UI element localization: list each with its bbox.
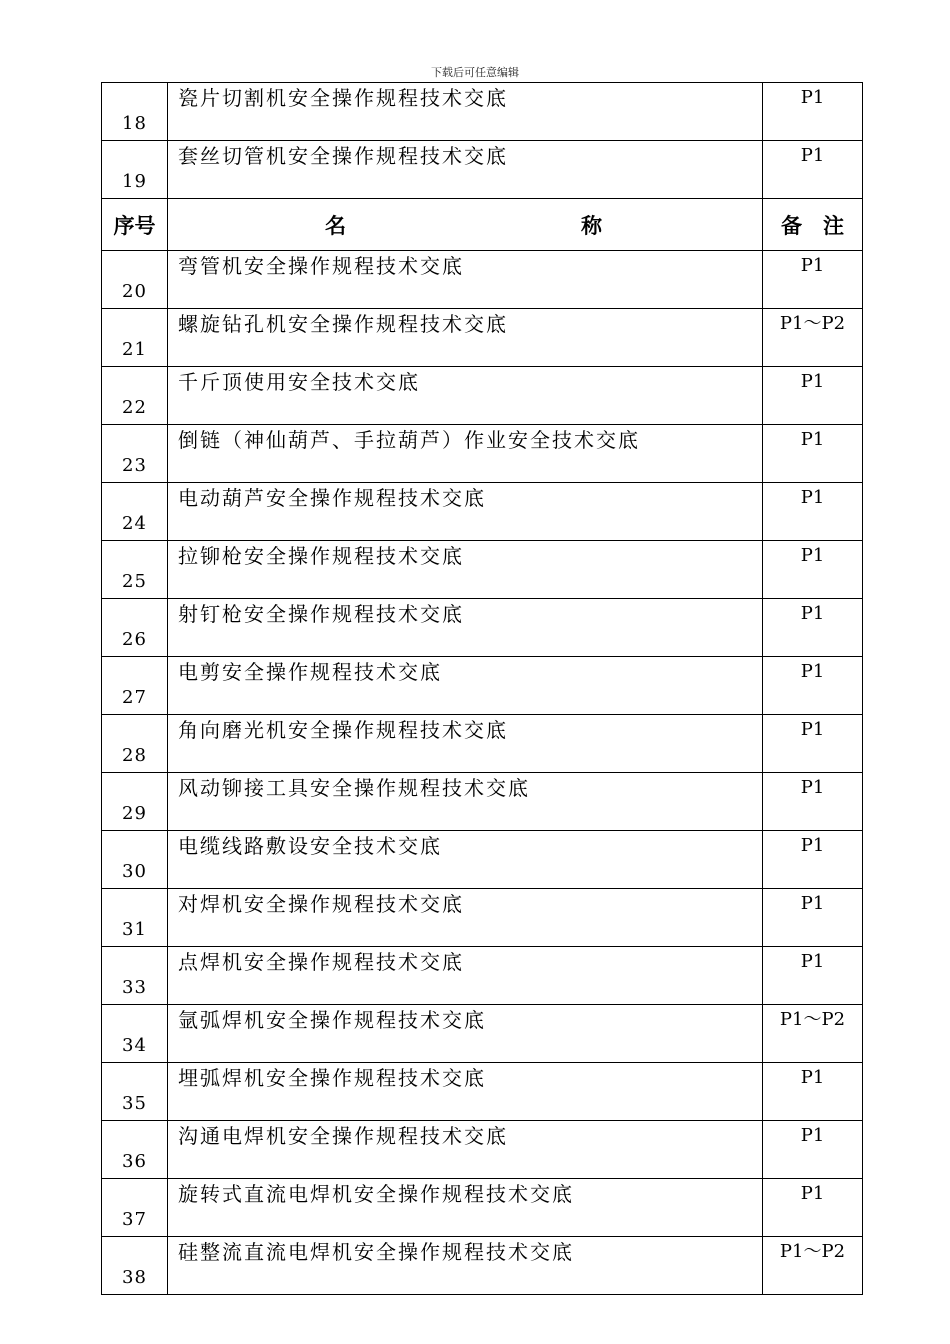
row-name: 套丝切管机安全操作规程技术交底	[168, 141, 763, 199]
table-row	[102, 483, 863, 541]
row-name: 埋弧焊机安全操作规程技术交底	[168, 1063, 763, 1121]
header-note-right: 注	[823, 213, 844, 238]
table-body-main	[102, 251, 863, 1295]
table-row	[102, 947, 863, 1005]
table-row	[102, 715, 863, 773]
row-name: 螺旋钻孔机安全操作规程技术交底	[168, 309, 763, 367]
header-name	[168, 199, 763, 251]
row-number: 36	[102, 1121, 168, 1179]
row-note: P1	[763, 367, 863, 425]
row-name: 旋转式直流电焊机安全操作规程技术交底	[168, 1179, 763, 1237]
table-header	[102, 199, 863, 251]
row-note: P1	[763, 1063, 863, 1121]
row-note: P1	[763, 541, 863, 599]
row-number: 26	[102, 599, 168, 657]
row-note: P1	[763, 425, 863, 483]
row-note: P1	[763, 1179, 863, 1237]
row-number: 18	[102, 83, 168, 141]
row-number: 24	[102, 483, 168, 541]
row-note: P1	[763, 483, 863, 541]
row-number: 29	[102, 773, 168, 831]
row-number: 19	[102, 141, 168, 199]
row-name: 硅整流直流电焊机安全操作规程技术交底	[168, 1237, 763, 1295]
header-note-left: 备	[781, 213, 802, 238]
row-name: 瓷片切割机安全操作规程技术交底	[168, 83, 763, 141]
row-note: P1	[763, 715, 863, 773]
row-number: 23	[102, 425, 168, 483]
row-number: 30	[102, 831, 168, 889]
table-body-top	[102, 83, 863, 199]
row-name: 沟通电焊机安全操作规程技术交底	[168, 1121, 763, 1179]
row-number: 35	[102, 1063, 168, 1121]
row-note: P1	[763, 657, 863, 715]
row-name: 氩弧焊机安全操作规程技术交底	[168, 1005, 763, 1063]
row-note: P1～P2	[763, 1237, 863, 1295]
row-name: 拉铆枪安全操作规程技术交底	[168, 541, 763, 599]
row-number: 21	[102, 309, 168, 367]
table-row	[102, 889, 863, 947]
watermark-text: 下载后可任意编辑	[431, 66, 519, 79]
row-number: 33	[102, 947, 168, 1005]
row-name: 射钉枪安全操作规程技术交底	[168, 599, 763, 657]
table-row	[102, 599, 863, 657]
table-row	[102, 1179, 863, 1237]
row-name: 电动葫芦安全操作规程技术交底	[168, 483, 763, 541]
header-note	[763, 199, 863, 251]
row-number: 22	[102, 367, 168, 425]
table-row	[102, 83, 863, 141]
row-name: 弯管机安全操作规程技术交底	[168, 251, 763, 309]
table-row	[102, 541, 863, 599]
row-number: 28	[102, 715, 168, 773]
row-note: P1	[763, 773, 863, 831]
row-note: P1～P2	[763, 309, 863, 367]
row-number: 31	[102, 889, 168, 947]
table-row	[102, 309, 863, 367]
row-note: P1	[763, 1121, 863, 1179]
table-row	[102, 251, 863, 309]
row-note: P1～P2	[763, 1005, 863, 1063]
row-name: 电缆线路敷设安全技术交底	[168, 831, 763, 889]
row-name: 对焊机安全操作规程技术交底	[168, 889, 763, 947]
row-note: P1	[763, 831, 863, 889]
row-number: 38	[102, 1237, 168, 1295]
row-note: P1	[763, 889, 863, 947]
row-number: 27	[102, 657, 168, 715]
row-name: 角向磨光机安全操作规程技术交底	[168, 715, 763, 773]
row-name: 点焊机安全操作规程技术交底	[168, 947, 763, 1005]
row-note: P1	[763, 141, 863, 199]
disclosure-index-table	[101, 82, 863, 1295]
row-number: 37	[102, 1179, 168, 1237]
table-row	[102, 1237, 863, 1295]
table-row	[102, 141, 863, 199]
table-row	[102, 1005, 863, 1063]
row-number: 34	[102, 1005, 168, 1063]
row-note: P1	[763, 251, 863, 309]
row-name: 倒链（神仙葫芦、手拉葫芦）作业安全技术交底	[168, 425, 763, 483]
row-note: P1	[763, 947, 863, 1005]
table-row	[102, 367, 863, 425]
row-note: P1	[763, 83, 863, 141]
header-row	[102, 199, 863, 251]
row-name: 电剪安全操作规程技术交底	[168, 657, 763, 715]
row-name: 风动铆接工具安全操作规程技术交底	[168, 773, 763, 831]
header-no: 序号	[102, 199, 168, 251]
table-row	[102, 773, 863, 831]
table-row	[102, 657, 863, 715]
row-number: 25	[102, 541, 168, 599]
table-row	[102, 1121, 863, 1179]
header-name-left: 名	[325, 213, 346, 238]
row-note: P1	[763, 599, 863, 657]
table-row	[102, 831, 863, 889]
table-row	[102, 425, 863, 483]
table-row	[102, 1063, 863, 1121]
row-name: 千斤顶使用安全技术交底	[168, 367, 763, 425]
row-number: 20	[102, 251, 168, 309]
header-name-right: 称	[581, 213, 602, 238]
